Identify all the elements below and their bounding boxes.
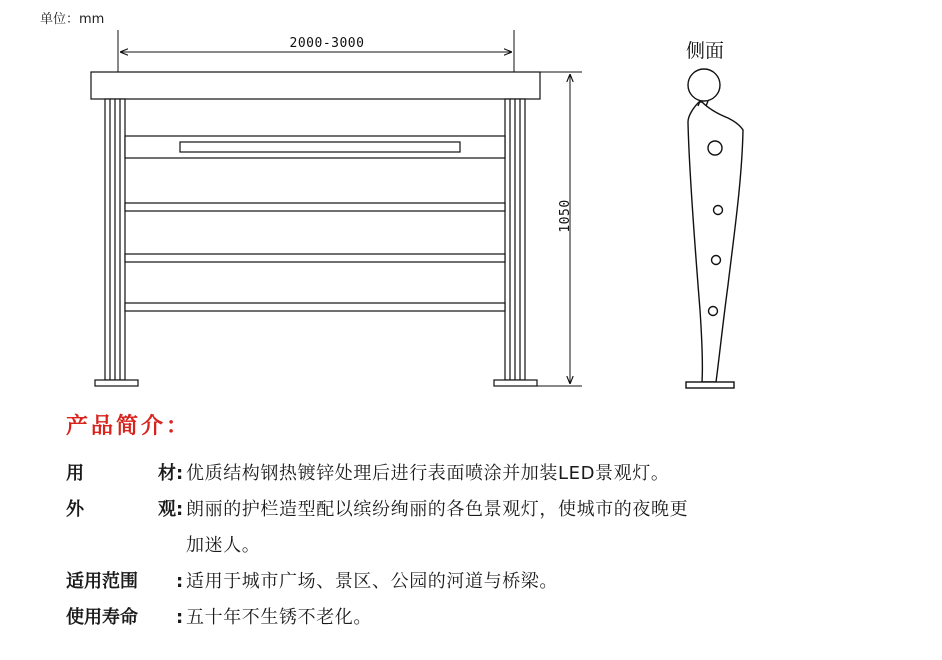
- spec-value-appearance: 朗丽的护栏造型配以缤纷绚丽的各色景观灯，使城市的夜晚更: [186, 499, 689, 520]
- side-base-plate: [686, 382, 734, 388]
- rail-2: [125, 203, 505, 211]
- spec-value-material: 优质结构钢热镀锌处理后进行表面喷涂并加装LED景观灯。: [186, 463, 670, 484]
- spec-row-lifespan: 使用寿命 : 五十年不生锈不老化。: [66, 600, 906, 636]
- spec-row-appearance: 外 观 : 朗丽的护栏造型配以缤纷绚丽的各色景观灯，使城市的夜晚更: [66, 492, 906, 528]
- side-handrail-circle: [688, 69, 720, 101]
- side-led-hole-1: [708, 141, 722, 155]
- left-base-plate: [95, 380, 138, 386]
- spec-list: [66, 456, 906, 636]
- height-dimension: [537, 72, 582, 386]
- spec-value-scope: 适用于城市广场、景区、公园的河道与桥梁。: [186, 571, 558, 592]
- width-dimension: [118, 30, 514, 72]
- spec-label-appearance: 外 观: [66, 499, 176, 520]
- spec-label-lifespan: 使用寿命: [66, 607, 138, 628]
- rail-3: [125, 254, 505, 262]
- height-dimension-label: 1050: [558, 199, 573, 233]
- spec-label-scope: 适用范围: [66, 571, 138, 592]
- width-dimension-label: 2000-3000: [289, 36, 365, 51]
- led-light-strip: [180, 142, 460, 152]
- spec-value-lifespan: 五十年不生锈不老化。: [186, 607, 372, 628]
- side-led-hole-3: [712, 256, 721, 265]
- spec-row-scope: 适用范围 : 适用于城市广场、景区、公园的河道与桥梁。: [66, 564, 906, 600]
- railing-front-view: [91, 72, 540, 386]
- spec-value-appearance-continued: 加迷人。: [186, 535, 261, 556]
- handrail: [91, 72, 540, 99]
- rail-4: [125, 303, 505, 311]
- side-led-hole-2: [714, 206, 723, 215]
- section-title: 产品简介：: [66, 414, 192, 439]
- right-base-plate: [494, 380, 537, 386]
- spec-label-material: 用 材: [66, 463, 176, 484]
- side-view-title: 侧面: [685, 40, 725, 62]
- side-led-hole-4: [709, 307, 718, 316]
- spec-row-material: 用 材 : 优质结构钢热镀锌处理后进行表面喷涂并加装LED景观灯。: [66, 456, 906, 492]
- spec-row-appearance-continued: [66, 528, 906, 564]
- unit-label: 单位：mm: [40, 12, 105, 27]
- railing-side-view: [686, 69, 743, 388]
